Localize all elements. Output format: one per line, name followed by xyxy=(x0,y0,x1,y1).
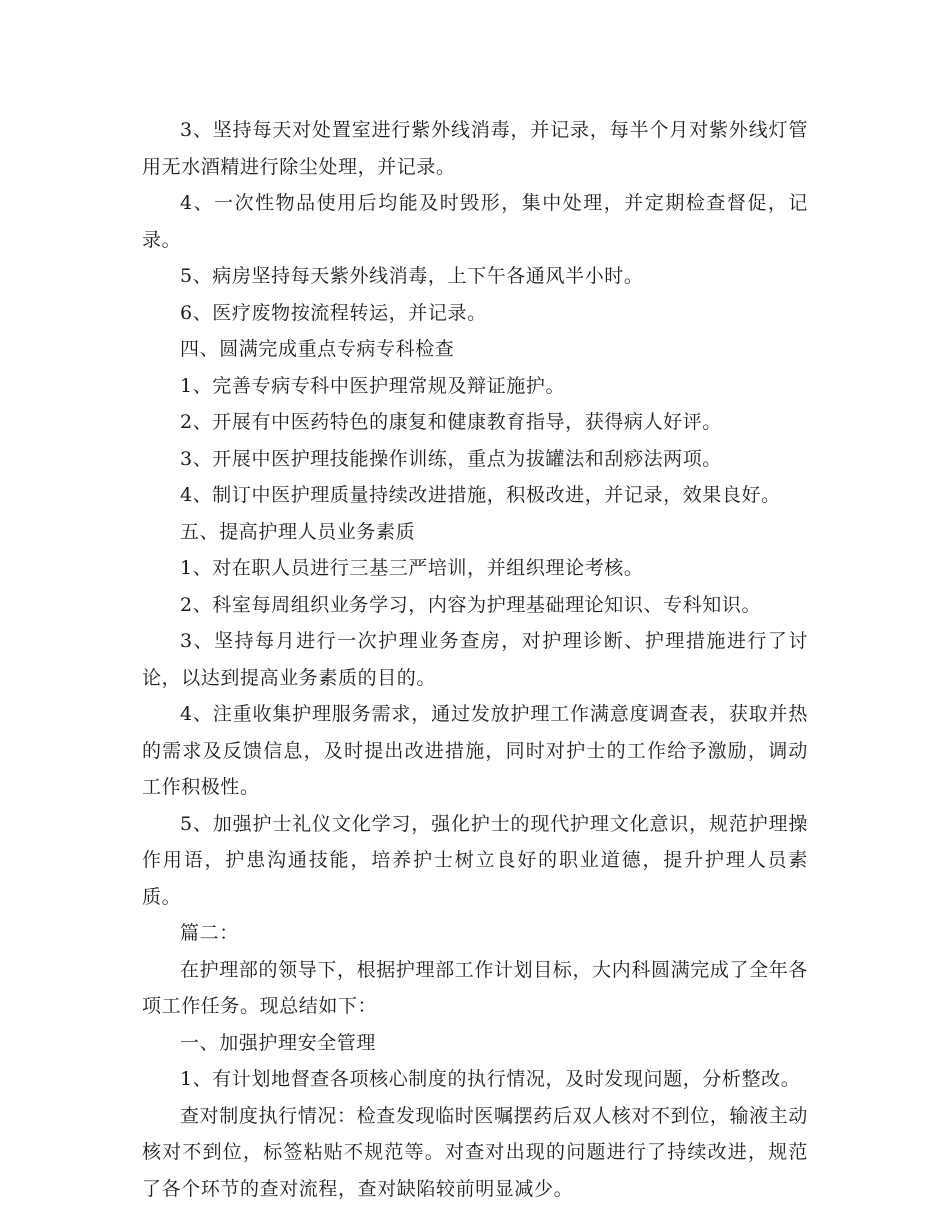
paragraph: 2、开展有中医药特色的康复和健康教育指导，获得病人好评。 xyxy=(180,411,722,433)
section-heading: 五、提高护理人员业务素质 xyxy=(180,520,416,543)
document-body xyxy=(142,112,808,1207)
section-heading: 篇二： xyxy=(180,922,239,944)
paragraph: 3、开展中医护理技能操作训练，重点为拔罐法和刮痧法两项。 xyxy=(180,447,722,470)
paragraph: 3、坚持每月进行一次护理业务查房，对护理诊断、护理措施进行了讨论，以达到提高业务素质的目的。 xyxy=(142,630,808,689)
paragraph: 查对制度执行情况：检查发现临时医嘱摆药后双人核对不到位，输液主动核对不到位，标签粘贴不规范等。对查对出现的问题进行了持续改进，规范了各个环节的查对流程，查对缺陷较前明显减少。 xyxy=(142,1104,808,1200)
paragraph: 6、医疗废物按流程转运，并记录。 xyxy=(180,301,487,324)
paragraph: 4、一次性物品使用后均能及时毁形，集中处理，并定期检查督促，记录。 xyxy=(142,192,808,251)
paragraph: 4、制订中医护理质量持续改进措施，积极改进，并记录，效果良好。 xyxy=(180,484,781,506)
paragraph: 在护理部的领导下，根据护理部工作计划目标，大内科圆满完成了全年各项工作任务。现总结如下： xyxy=(142,958,808,1017)
paragraph: 1、完善专病专科中医护理常规及辩证施护。 xyxy=(180,374,566,397)
paragraph: 2、科室每周组织业务学习，内容为护理基础理论知识、专科知识。 xyxy=(180,593,762,616)
paragraph: 5、加强护士礼仪文化学习，强化护士的现代护理文化意识，规范护理操作用语，护患沟通技能，培养护士树立良好的职业道德，提升护理人员素质。 xyxy=(142,812,808,908)
paragraph: 5、病房坚持每天紫外线消毒，上下午各通风半小时。 xyxy=(180,265,644,287)
section-heading: 四、圆满完成重点专病专科检查 xyxy=(180,338,455,360)
paragraph: 4、注重收集护理服务需求，通过发放护理工作满意度调查表，获取并热的需求及反馈信息，及时提出改进措施，同时对护士的工作给予激励，调动工作积极性。 xyxy=(142,703,808,798)
paragraph: 1、有计划地督查各项核心制度的执行情况，及时发现问题，分析整改。 xyxy=(180,1068,801,1090)
paragraph: 1、对在职人员进行三基三严培训，并组织理论考核。 xyxy=(180,557,644,579)
section-heading: 一、加强护理安全管理 xyxy=(180,1031,377,1054)
paragraph: 3、坚持每天对处置室进行紫外线消毒，并记录，每半个月对紫外线灯管用无水酒精进行除尘处理，并记录。 xyxy=(142,119,808,178)
